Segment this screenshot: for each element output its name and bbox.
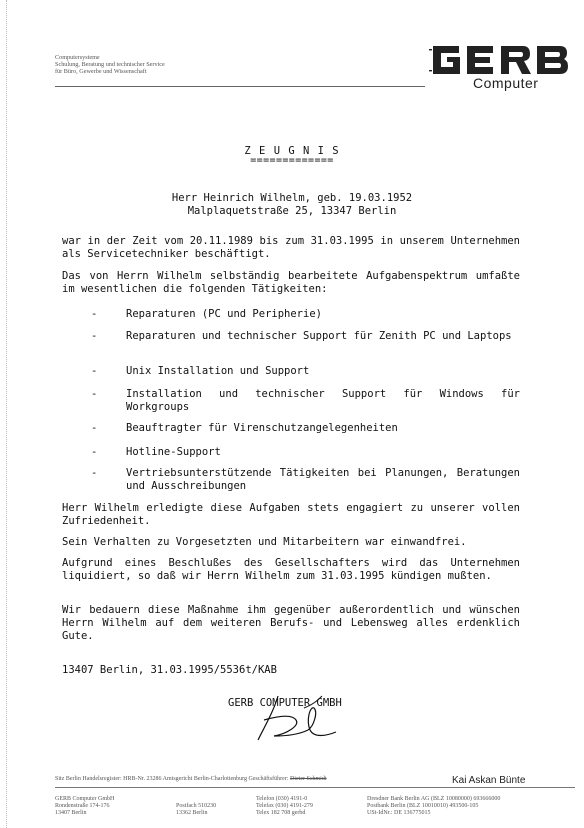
footer-line: Telex 182 708 gerbd xyxy=(256,810,306,816)
footer-line: Telefax (030) 4191-279 xyxy=(256,803,313,809)
regret-paragraph: Wir bedauern diese Maßnahme ihm gegenüber außerordentlich und wünschen Herrn Wilhelm auf dem weiteren Berufs- und Lebensweg alles erdenklich Gute. xyxy=(62,604,520,642)
letterhead-rule xyxy=(55,86,425,87)
footer-line: Postbank Berlin (BLZ 10010010) 493500-105 xyxy=(367,803,479,809)
footer-line: Telefon (030) 4191-0 xyxy=(256,796,308,802)
bullet-marker: - xyxy=(91,467,98,479)
footer-line xyxy=(176,796,216,803)
date-reference-line: 13407 Berlin, 31.03.1995/5536t/KAB xyxy=(62,664,277,676)
addressee-name: Herr Heinrich Wilhelm, geb. 19.03.1952 xyxy=(171,192,413,204)
bullet-marker: - xyxy=(91,330,98,342)
gerb-logo-wordmark xyxy=(427,42,572,78)
company-line: Schulung, Beratung und technischer Service xyxy=(55,61,165,69)
footer-line: Postfach 510230 xyxy=(176,803,217,809)
gerb-logo-subtitle: Computer xyxy=(473,75,539,91)
scan-edge xyxy=(6,0,8,828)
bullet-marker: - xyxy=(91,388,98,400)
gerb-logo xyxy=(427,42,572,94)
footer-contact-column xyxy=(256,796,313,817)
struck-director-name: Dieter Schmidt xyxy=(290,776,327,782)
footer-line: 13362 Berlin xyxy=(176,810,208,816)
company-description xyxy=(55,54,165,76)
footer-address-column xyxy=(55,796,114,817)
bullet-marker: - xyxy=(91,422,98,434)
footer-line: Dresdner Bank Berlin AG (BLZ 10080000) 693666000 xyxy=(367,796,501,802)
document-title-underline: ============= xyxy=(250,155,334,166)
footer-line: GERB Computer GmbH xyxy=(55,796,115,802)
satisfaction-paragraph: Herr Wilhelm erledigte diese Aufgaben stets engagiert zu unserer vollen Zufriedenheit. xyxy=(62,502,520,527)
task-item: Installation und technischer Support für Windows für Workgroups xyxy=(126,388,520,413)
footer-bank-column xyxy=(367,796,500,817)
managing-director-name: Kai Askan Bünte xyxy=(452,775,526,786)
bullet-marker: - xyxy=(91,308,98,320)
bullet-marker: - xyxy=(91,446,98,458)
footer-postbox-column xyxy=(176,796,216,817)
scope-paragraph: Das von Herrn Wilhelm selbständig bearbeitete Aufgabenspektrum umfaßte im wesentlichen die folgenden Tätigkeiten: xyxy=(62,270,520,295)
addressee-block xyxy=(0,192,584,218)
company-line: für Büro, Gewerbe und Wissenschaft xyxy=(55,68,147,76)
task-item: Reparaturen und technischer Support für Zenith PC und Laptops xyxy=(126,330,512,342)
signer-company: GERB COMPUTER GMBH xyxy=(228,697,342,709)
task-item: Unix Installation und Support xyxy=(126,365,310,377)
addressee-address: Malplaquetstraße 25, 13347 Berlin xyxy=(187,205,397,217)
task-item: Vertriebsunterstützende Tätigkeiten bei Planungen, Beratungen und Ausschreibungen xyxy=(126,467,520,492)
company-line: Computersysteme xyxy=(55,54,100,61)
task-item: Reparaturen (PC und Peripherie) xyxy=(126,308,322,320)
registration-text: Sitz Berlin Handelsregister: HRB-Nr. 23286 Amtsgericht Berlin-Charlottenburg Geschäftsführer: xyxy=(55,776,289,782)
document-title: Z E U G N I S xyxy=(244,145,340,157)
registration-line xyxy=(55,776,327,782)
bullet-marker: - xyxy=(91,365,98,377)
liquidation-paragraph: Aufgrund eines Beschlußes des Gesellschafters wird das Unternehmen liquidiert, so daß wir Herrn Wilhelm zum 31.03.1995 kündigen mußten. xyxy=(62,557,520,582)
footer-line: Rondenstraße 174-176 xyxy=(55,803,110,809)
footer-line: 13407 Berlin xyxy=(55,810,87,816)
task-item: Hotline-Support xyxy=(126,446,221,458)
footer-line: USt-IdNr.: DE 136775015 xyxy=(367,810,431,816)
footer-rule xyxy=(55,787,575,788)
handwritten-signature xyxy=(244,690,364,750)
conduct-paragraph: Sein Verhalten zu Vorgesetzten und Mitarbeitern war einwandfrei. xyxy=(62,536,467,548)
employment-paragraph: war in der Zeit vom 20.11.1989 bis zum 31.03.1995 in unserem Unternehmen als Servicetechniker beschäftigt. xyxy=(62,235,520,260)
task-item: Beauftragter für Virenschutzangelegenheiten xyxy=(126,422,398,434)
